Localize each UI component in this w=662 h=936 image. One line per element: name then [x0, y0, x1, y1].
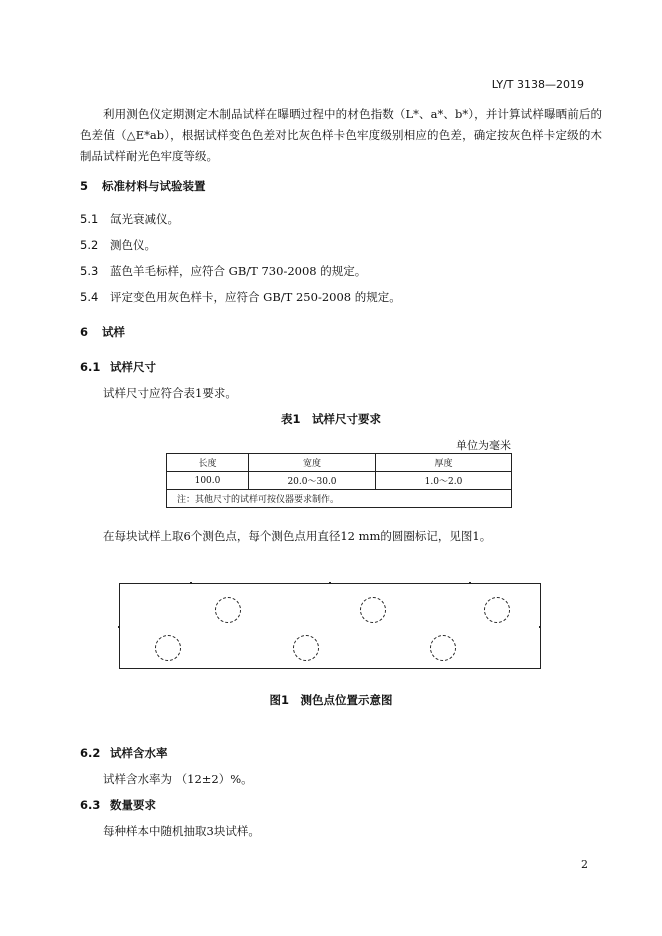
table-row	[167, 472, 512, 490]
table-header-cell: 宽度	[249, 454, 376, 472]
item-text: 测色仪。	[110, 238, 156, 252]
subsection-6-3-text: 每种样本中随机抽取3块试样。	[103, 824, 260, 838]
standard-code-header: LY/T 3138—2019	[491, 78, 584, 91]
subsection-6-2-heading	[80, 745, 168, 761]
table-cell: 20.0～30.0	[249, 472, 376, 490]
table-note-row	[167, 490, 512, 508]
list-item	[80, 263, 366, 279]
division-tick	[469, 582, 471, 584]
subsection-6-1-title: 试样尺寸	[110, 360, 156, 374]
item-number: 5.4	[80, 290, 99, 304]
division-tick	[329, 582, 331, 584]
division-tick	[539, 626, 541, 628]
section-5-heading	[80, 178, 206, 194]
section-6-heading	[80, 324, 125, 340]
subsection-6-2-number: 6.2	[80, 746, 101, 760]
item-text: 氙光衰减仪。	[110, 212, 179, 226]
figure-caption: 图1 测色点位置示意图	[269, 693, 393, 707]
measurement-point-circle	[430, 635, 456, 661]
subsection-6-2-text: 试样含水率为 （12±2）%。	[103, 772, 253, 786]
table-unit: 单位为毫米	[456, 439, 511, 452]
table-header-cell: 长度	[167, 454, 249, 472]
measurement-point-circle	[360, 597, 386, 623]
table-cell: 100.0	[167, 472, 249, 490]
intro-paragraph: 利用测色仪定期测定木制品试样在曝晒过程中的材色指数（L*、a*、b*），并计算试样曝晒前后的色差值（△E*ab），根据试样变色色差对比灰色样卡色牢度级别相应的色差，确定按灰色样卡定级的木制品试样耐光色牢度等级。	[80, 107, 602, 163]
measurement-points-text: 在每块试样上取6个测色点，每个测色点用直径12 mm的圆圈标记，见图1。	[103, 529, 492, 543]
item-number: 5.1	[80, 212, 99, 226]
division-tick	[118, 626, 120, 628]
page-number: 2	[581, 858, 588, 871]
measurement-point-circle	[484, 597, 510, 623]
subsection-6-3-title: 数量要求	[110, 798, 156, 812]
item-text: 评定变色用灰色样卡，应符合 GB/T 250-2008 的规定。	[110, 290, 401, 304]
table-header-row	[167, 454, 512, 472]
subsection-6-1-number: 6.1	[80, 360, 101, 374]
section-6-number: 6	[80, 325, 89, 339]
table-header-cell: 厚度	[376, 454, 512, 472]
specimen-diagram	[119, 583, 541, 669]
section-5-number: 5	[80, 179, 89, 193]
list-item	[80, 237, 156, 253]
division-tick	[190, 582, 192, 584]
list-item	[80, 211, 179, 227]
measurement-point-circle	[155, 635, 181, 661]
subsection-6-1-text: 试样尺寸应符合表1要求。	[103, 386, 237, 400]
item-text: 蓝色羊毛标样，应符合 GB/T 730-2008 的规定。	[110, 264, 367, 278]
subsection-6-3-number: 6.3	[80, 798, 101, 812]
subsection-6-2-title: 试样含水率	[110, 746, 168, 760]
item-number: 5.2	[80, 238, 99, 252]
table-note: 注：其他尺寸的试样可按仪器要求制作。	[167, 490, 512, 508]
measurement-point-circle	[293, 635, 319, 661]
subsection-6-3-heading	[80, 797, 156, 813]
subsection-6-1-heading	[80, 359, 156, 375]
item-number: 5.3	[80, 264, 99, 278]
section-5-title: 标准材料与试验装置	[102, 179, 206, 193]
specimen-size-table	[166, 453, 512, 508]
table-caption: 表1 试样尺寸要求	[280, 412, 381, 426]
table-cell: 1.0～2.0	[376, 472, 512, 490]
measurement-point-circle	[215, 597, 241, 623]
list-item	[80, 289, 401, 305]
section-6-title: 试样	[102, 325, 125, 339]
